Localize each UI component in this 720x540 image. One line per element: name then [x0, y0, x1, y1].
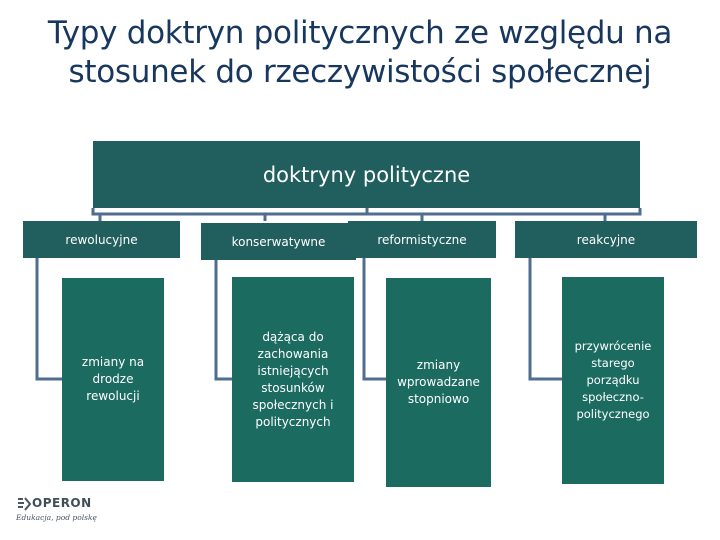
connector-sub-2 [216, 258, 232, 379]
slide-title-line-1: Typy doktryn politycznych ze względu na [47, 15, 673, 51]
category-label: rewolucyjne [65, 232, 138, 247]
category-label: reformistyczne [377, 232, 467, 247]
description-konserwatywne [232, 277, 354, 482]
category-reformistyczne [348, 221, 496, 258]
description-reakcyjne [562, 277, 664, 484]
category-reakcyjne [515, 221, 697, 258]
description-reformistyczne [386, 278, 491, 487]
operon-logo [14, 496, 104, 530]
root-node [93, 141, 640, 208]
description-text: dążąca do zachowania istniejących stosunków społecznych i politycznych [252, 329, 334, 429]
category-rewolucyjne [23, 221, 180, 258]
slide-title-line-2: stosunek do rzeczywistości społecznej [68, 54, 652, 90]
category-label: reakcyjne [576, 232, 636, 247]
connector-sub-3 [364, 258, 386, 379]
description-rewolucyjne [62, 278, 164, 481]
operon-logo-tagline: Edukacja, pod polskę [16, 513, 97, 522]
description-text: przywrócenie starego porządku społeczno-politycznego [574, 339, 652, 421]
category-label: konserwatywne [231, 234, 326, 249]
description-text: zmiany wprowadzane stopniowo [397, 358, 480, 406]
category-konserwatywne [201, 223, 356, 260]
root-node-label: doktryny polityczne [262, 162, 471, 187]
operon-logo-mark-icon [16, 497, 32, 511]
connector-sub-1 [37, 258, 62, 379]
connector-sub-4 [530, 258, 562, 379]
description-text: zmiany na drodze rewolucji [81, 355, 145, 403]
operon-logo-name: OPERON [32, 496, 92, 510]
